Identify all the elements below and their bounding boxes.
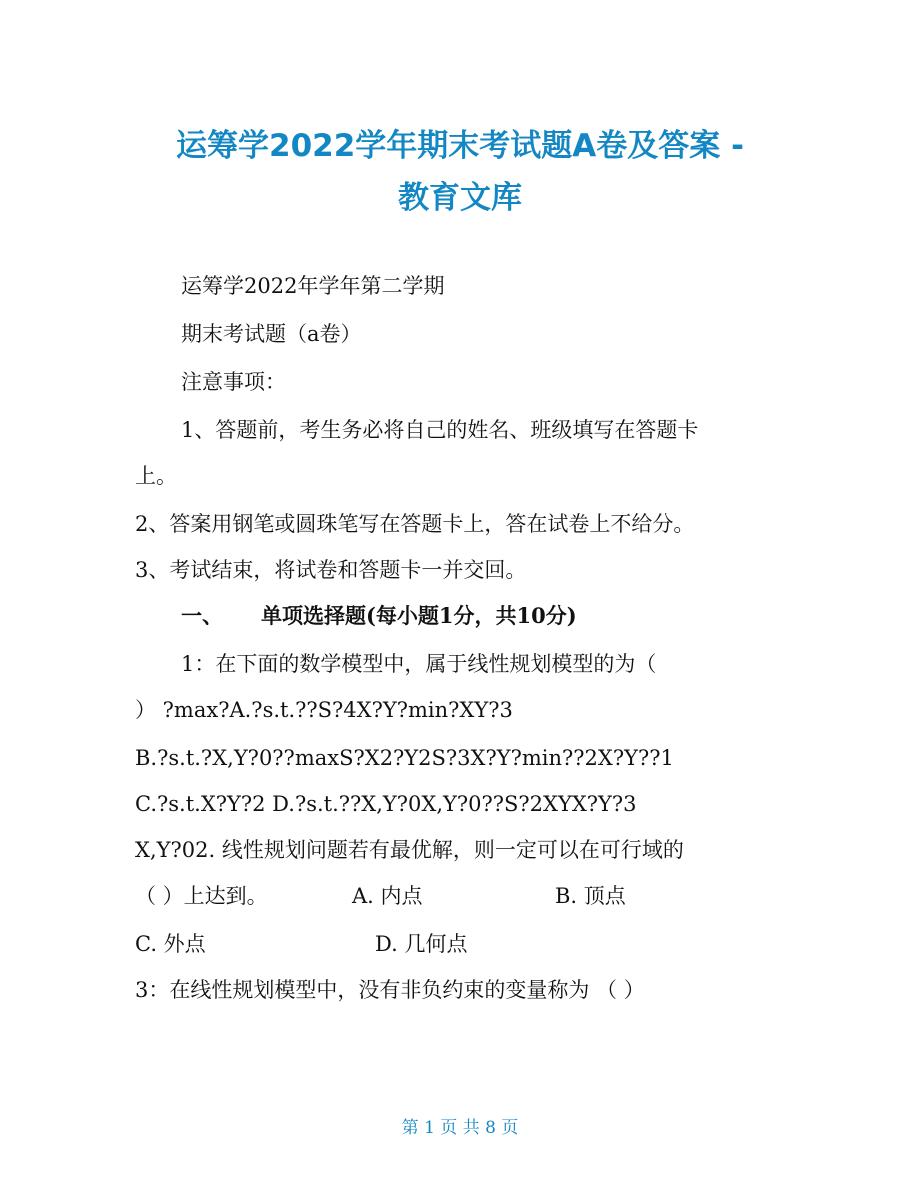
notice-item-3: 3、考试结束，将试卷和答题卡一并交回。 xyxy=(135,558,527,582)
question-2-option-a: A. 内点 xyxy=(352,884,423,908)
question-2-option-b: B. 顶点 xyxy=(555,884,626,908)
question-1-line4: C.?s.t.X?Y?2 D.?s.t.??X,Y?0X,Y?0??S?2XYX?Y?3 xyxy=(135,792,637,816)
question-1-line3: B.?s.t.?X,Y?0??maxS?X2?Y2S?3X?Y?min??2X?Y??1 xyxy=(135,746,674,770)
question-2-option-d: D. 几何点 xyxy=(375,932,468,956)
notice-item-1: 1、答题前，考生务必将自己的姓名、班级填写在答题卡 xyxy=(181,418,699,442)
section-title: 单项选择题(每小题1分，共10分) xyxy=(261,603,577,628)
notice-item-1-cont: 上。 xyxy=(135,464,177,488)
notice-heading: 注意事项： xyxy=(181,370,286,394)
exam-name: 期末考试题（a卷） xyxy=(181,322,362,346)
question-2-blank: （ ）上达到。 xyxy=(135,884,268,908)
page-footer: 第 1 页 共 8 页 xyxy=(401,1118,519,1138)
question-2: X,Y?02. 线性规划问题若有最优解，则一定可以在可行域的 xyxy=(135,838,684,862)
question-2-line2 xyxy=(135,882,268,910)
section-heading xyxy=(181,602,577,630)
question-1: 1：在下面的数学模型中，属于线性规划模型的为（ xyxy=(181,652,657,676)
question-3: 3：在线性规划模型中，没有非负约束的变量称为 （ ） xyxy=(135,978,645,1002)
question-2-option-c: C. 外点 xyxy=(135,932,206,956)
question-1-line2: ） ?max?A.?s.t.??S?4X?Y?min?XY?3 xyxy=(135,698,513,722)
notice-item-2: 2、答案用钢笔或圆珠笔写在答题卡上，答在试卷上不给分。 xyxy=(135,512,695,536)
exam-subtitle: 运筹学2022年学年第二学期 xyxy=(181,274,445,298)
section-number: 一、 xyxy=(181,603,223,628)
document-title-line1: 运筹学2022学年期末考试题A卷及答案 - xyxy=(176,128,744,164)
document-title-line2: 教育文库 xyxy=(398,180,522,216)
